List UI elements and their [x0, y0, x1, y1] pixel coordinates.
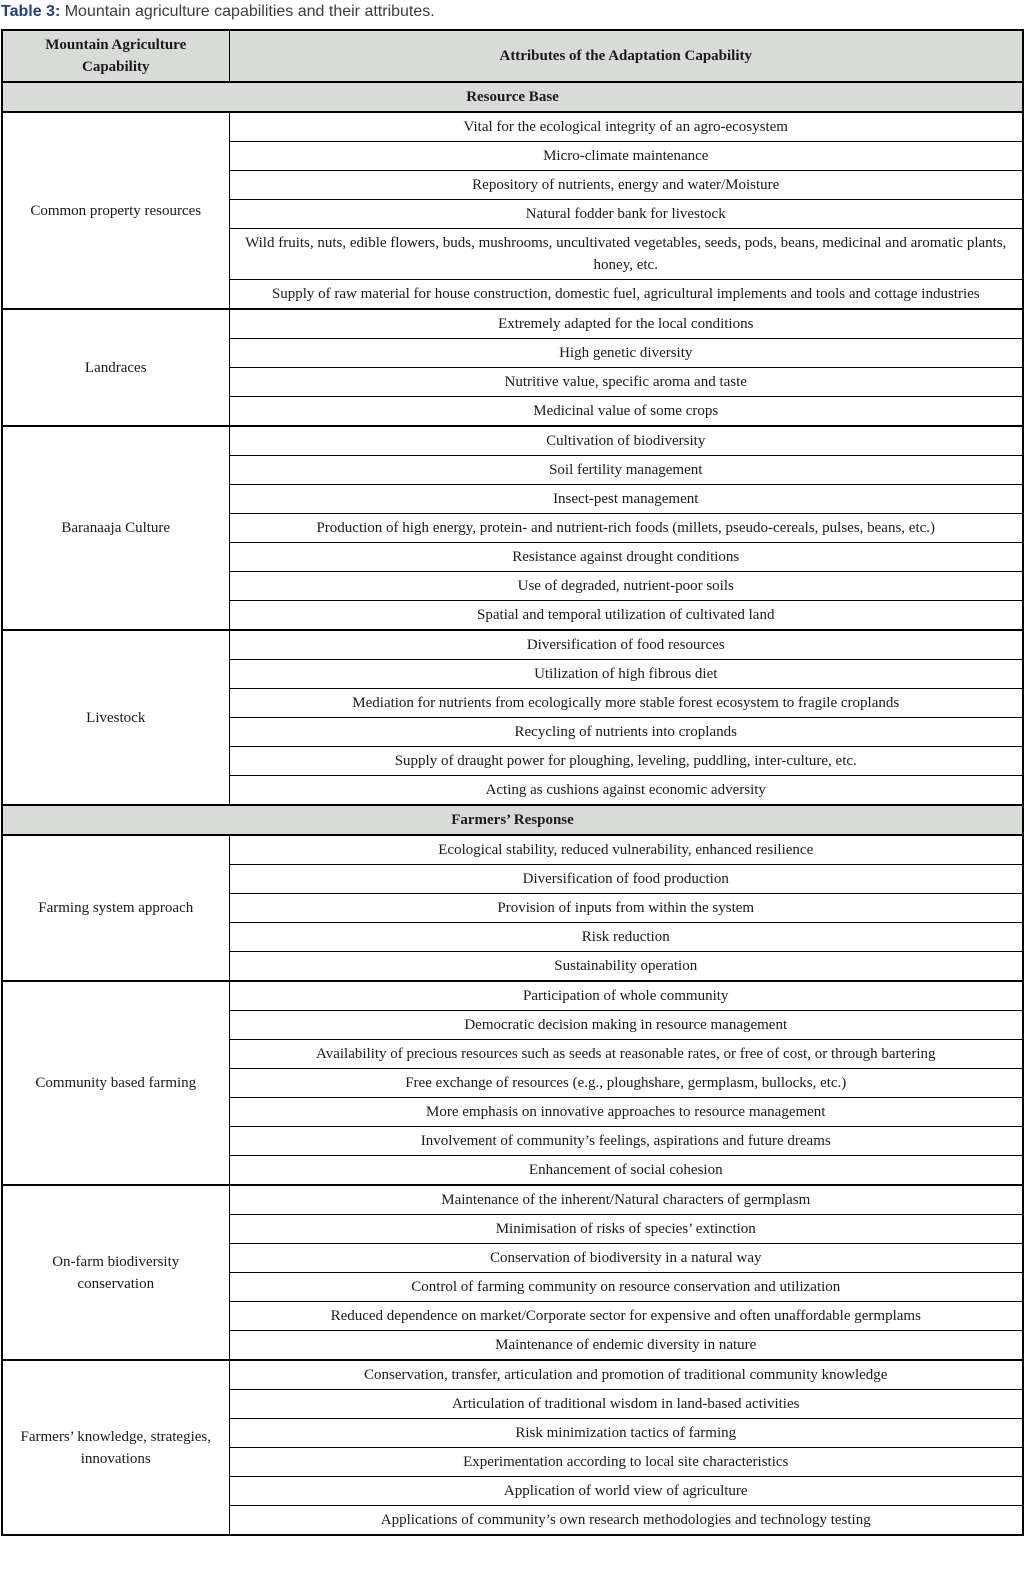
attribute-cell: Conservation of biodiversity in a natural way — [229, 1244, 1023, 1273]
attribute-cell: Use of degraded, nutrient-poor soils — [229, 572, 1023, 601]
attribute-cell: Supply of draught power for ploughing, leveling, puddling, inter-culture, etc. — [229, 747, 1023, 776]
table-row — [2, 981, 1023, 1011]
attribute-cell: Wild fruits, nuts, edible flowers, buds, mushrooms, uncultivated vegetables, seeds, pods, beans, medicinal and aromatic plants, honey, etc. — [229, 229, 1023, 280]
attribute-cell: Risk minimization tactics of farming — [229, 1419, 1023, 1448]
attribute-cell: Medicinal value of some crops — [229, 397, 1023, 427]
attribute-cell: Maintenance of the inherent/Natural characters of germplasm — [229, 1185, 1023, 1215]
attribute-cell: Insect-pest management — [229, 485, 1023, 514]
table-row — [2, 835, 1023, 865]
attribute-cell: Diversification of food production — [229, 865, 1023, 894]
page — [0, 2, 1025, 1536]
capability-cell: Farmers’ knowledge, strategies, innovations — [2, 1360, 229, 1535]
capability-cell: Landraces — [2, 309, 229, 426]
attribute-cell: Control of farming community on resource conservation and utilization — [229, 1273, 1023, 1302]
section-title: Farmers’ Response — [2, 805, 1023, 835]
attribute-cell: Reduced dependence on market/Corporate sector for expensive and often unaffordable germplams — [229, 1302, 1023, 1331]
attribute-cell: Democratic decision making in resource management — [229, 1011, 1023, 1040]
header-row — [2, 30, 1023, 82]
attribute-cell: Experimentation according to local site characteristics — [229, 1448, 1023, 1477]
attribute-cell: Involvement of community’s feelings, aspirations and future dreams — [229, 1127, 1023, 1156]
attribute-cell: Cultivation of biodiversity — [229, 426, 1023, 456]
table-body — [2, 30, 1023, 1535]
table-row — [2, 1360, 1023, 1390]
section-row — [2, 82, 1023, 112]
capability-cell: Farming system approach — [2, 835, 229, 981]
attribute-cell: Sustainability operation — [229, 952, 1023, 982]
attribute-cell: More emphasis on innovative approaches to resource management — [229, 1098, 1023, 1127]
capability-cell: On-farm biodiversity conservation — [2, 1185, 229, 1360]
section-row — [2, 805, 1023, 835]
section-title: Resource Base — [2, 82, 1023, 112]
attribute-cell: Soil fertility management — [229, 456, 1023, 485]
table-row — [2, 309, 1023, 339]
attribute-cell: Conservation, transfer, articulation and promotion of traditional community knowledge — [229, 1360, 1023, 1390]
capability-cell: Baranaaja Culture — [2, 426, 229, 630]
table-caption — [1, 2, 1025, 22]
column-header-attributes: Attributes of the Adaptation Capability — [229, 30, 1023, 82]
table-row — [2, 630, 1023, 660]
attribute-cell: Resistance against drought conditions — [229, 543, 1023, 572]
attribute-cell: Articulation of traditional wisdom in land-based activities — [229, 1390, 1023, 1419]
attribute-cell: Application of world view of agriculture — [229, 1477, 1023, 1506]
attribute-cell: Enhancement of social cohesion — [229, 1156, 1023, 1186]
caption-text: Mountain agriculture capabilities and their attributes. — [60, 3, 435, 20]
caption-label: Table 3: — [1, 3, 61, 20]
attributes-table — [1, 29, 1024, 1536]
attribute-cell: Provision of inputs from within the system — [229, 894, 1023, 923]
attribute-cell: Extremely adapted for the local conditions — [229, 309, 1023, 339]
attribute-cell: Vital for the ecological integrity of an agro-ecosystem — [229, 112, 1023, 142]
attribute-cell: Risk reduction — [229, 923, 1023, 952]
table-row — [2, 426, 1023, 456]
attribute-cell: Repository of nutrients, energy and water/Moisture — [229, 171, 1023, 200]
attribute-cell: Free exchange of resources (e.g., ploughshare, germplasm, bullocks, etc.) — [229, 1069, 1023, 1098]
attribute-cell: Supply of raw material for house construction, domestic fuel, agricultural implements and tools and cottage industries — [229, 280, 1023, 310]
attribute-cell: Acting as cushions against economic adversity — [229, 776, 1023, 806]
table-row — [2, 112, 1023, 142]
attribute-cell: Micro-climate maintenance — [229, 142, 1023, 171]
capability-cell: Common property resources — [2, 112, 229, 309]
capability-cell: Livestock — [2, 630, 229, 805]
attribute-cell: Applications of community’s own research methodologies and technology testing — [229, 1506, 1023, 1536]
attribute-cell: Minimisation of risks of species’ extinction — [229, 1215, 1023, 1244]
attribute-cell: Production of high energy, protein- and nutrient-rich foods (millets, pseudo-cereals, pulses, beans, etc.) — [229, 514, 1023, 543]
capability-cell: Community based farming — [2, 981, 229, 1185]
attribute-cell: Natural fodder bank for livestock — [229, 200, 1023, 229]
attribute-cell: High genetic diversity — [229, 339, 1023, 368]
attribute-cell: Diversification of food resources — [229, 630, 1023, 660]
attribute-cell: Ecological stability, reduced vulnerability, enhanced resilience — [229, 835, 1023, 865]
attribute-cell: Recycling of nutrients into croplands — [229, 718, 1023, 747]
attribute-cell: Mediation for nutrients from ecologically more stable forest ecosystem to fragile croplands — [229, 689, 1023, 718]
table-row — [2, 1185, 1023, 1215]
attribute-cell: Nutritive value, specific aroma and taste — [229, 368, 1023, 397]
attribute-cell: Maintenance of endemic diversity in nature — [229, 1331, 1023, 1361]
attribute-cell: Utilization of high fibrous diet — [229, 660, 1023, 689]
attribute-cell: Availability of precious resources such as seeds at reasonable rates, or free of cost, or through bartering — [229, 1040, 1023, 1069]
attribute-cell: Spatial and temporal utilization of cultivated land — [229, 601, 1023, 631]
attribute-cell: Participation of whole community — [229, 981, 1023, 1011]
column-header-capability: Mountain Agriculture Capability — [2, 30, 229, 82]
